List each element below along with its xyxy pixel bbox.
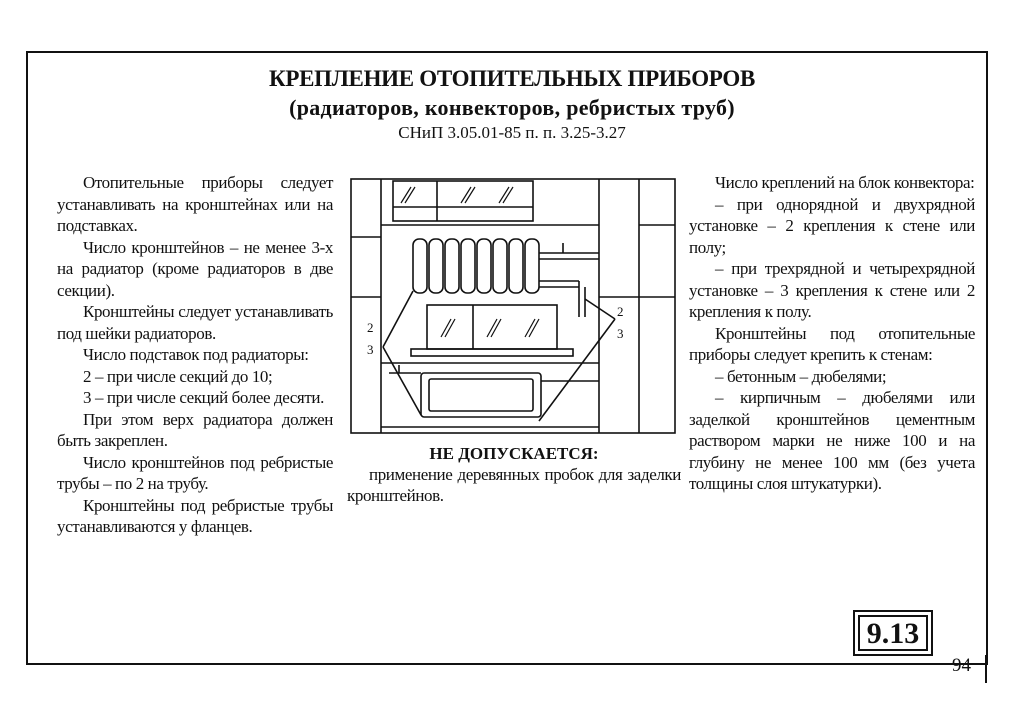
left-paragraph: Число кронштейнов под ребристые трубы – по 2 на трубу. (57, 452, 333, 493)
right-paragraph: – при однорядной и двухрядной установке – 2 крепления к стене или полу; (689, 194, 975, 257)
warning-text: применение деревянных пробок для заделки кронштейнов. (347, 465, 681, 505)
page-number: 94 (952, 655, 971, 676)
leader-line (539, 319, 615, 421)
left-paragraph: Кронштейны под ребристые трубы устанавливаются у фланцев. (57, 495, 333, 536)
left-column (57, 172, 333, 538)
warning-block (347, 443, 681, 506)
label-bracket-left: 2 (367, 320, 374, 335)
left-paragraph: Число подставок под радиаторы: (83, 345, 309, 364)
right-paragraph: Кронштейны под отопительные приборы следует крепить к стенам: (689, 323, 975, 364)
window-sill (411, 349, 573, 356)
left-paragraph: При этом верх радиатора должен быть закреплен. (57, 409, 333, 450)
left-paragraph: Кронштейны следует устанавливать под шейки радиаторов. (57, 302, 333, 343)
left-paragraph: 2 – при числе секций до 10; (83, 366, 273, 386)
right-paragraph: Число креплений на блок конвектора: (715, 173, 975, 192)
left-paragraph: 3 – при числе секций более десяти. (83, 388, 324, 407)
page-title: КРЕПЛЕНИЕ ОТОПИТЕЛЬНЫХ ПРИБОРОВ (268, 66, 756, 91)
label-stand-left: 3 (367, 342, 374, 357)
glass-hatching (401, 187, 539, 337)
right-paragraph: – бетонным – дюбелями; (715, 366, 887, 386)
side-tick (985, 655, 987, 683)
warning-title: НЕ ДОПУСКАЕТСЯ: (429, 444, 599, 463)
right-paragraph: – кирпичным – дюбелями или заделкой кронштейнов цементным раствором марки не ниже 100 и на глубину не менее 100 мм (без учета толщины слоя штукатурки). (689, 388, 975, 493)
radiator-mounting-diagram (349, 177, 677, 435)
right-paragraph: – при трехрядной и четырехрядной установке – 3 крепления к стене или 2 крепления к полу. (689, 259, 975, 321)
diagram-outer-frame (351, 179, 675, 433)
plate-number: 9.13 (858, 615, 928, 651)
leader-line (585, 299, 615, 319)
plate-number-box (853, 610, 933, 656)
label-stand-right: 3 (617, 326, 624, 341)
left-paragraph: Отопительные приборы следует устанавливать на кронштейнах или на подставках. (57, 173, 333, 235)
leader-line (383, 347, 421, 415)
sectional-radiator (413, 239, 539, 293)
page-subtitle: (радиаторов, конвекторов, ребристых труб) (289, 95, 735, 120)
label-bracket-right: 2 (617, 304, 624, 319)
left-paragraph: Число кронштейнов – не менее 3-х на радиатор (кроме радиаторов в две секции). (57, 237, 333, 300)
right-column (689, 172, 975, 495)
leader-line (383, 291, 413, 347)
norm-reference: СНиП 3.05.01-85 п. п. 3.25-3.27 (398, 123, 626, 142)
upper-window (393, 181, 533, 221)
bottom-rule (26, 663, 934, 665)
